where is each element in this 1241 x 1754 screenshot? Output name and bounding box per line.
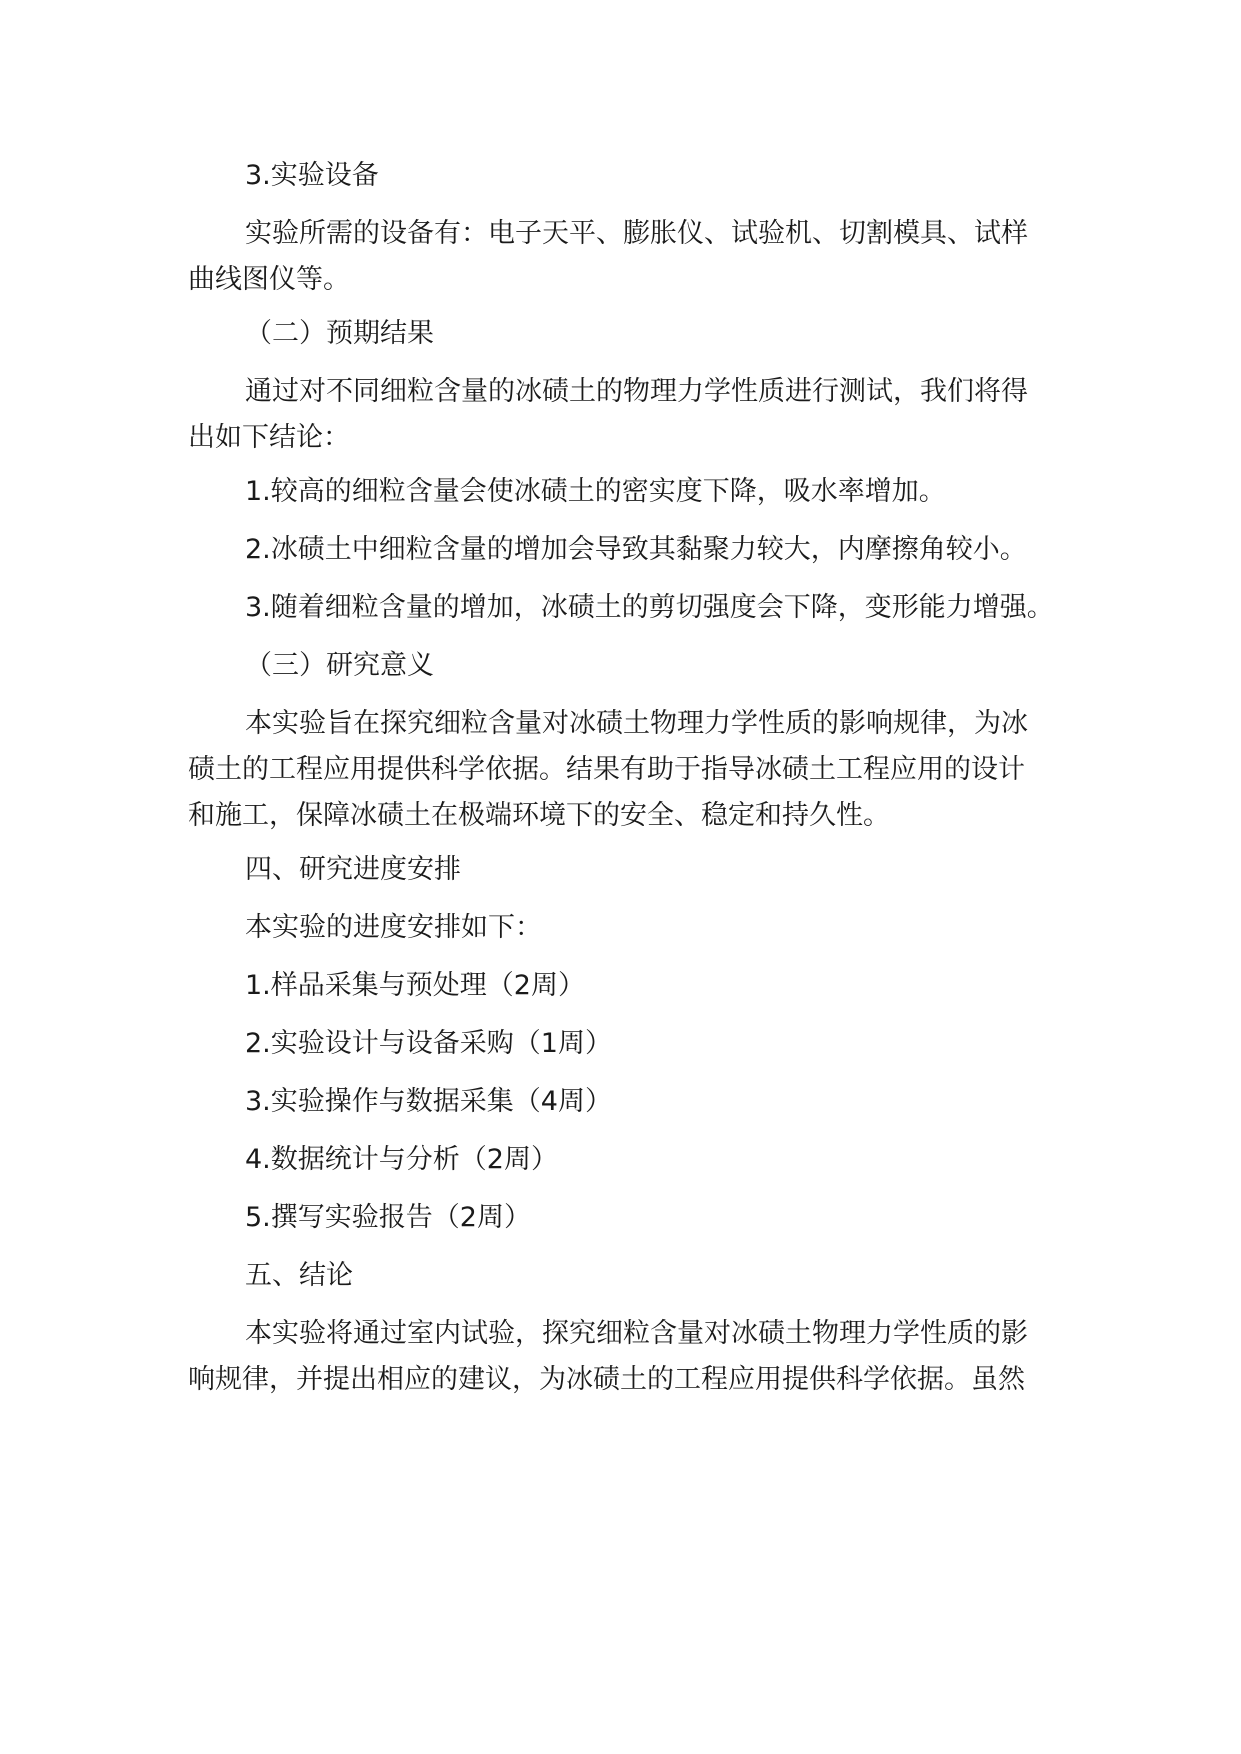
schedule-item-2: 2.实验设计与设备采购（1周） [245,1028,612,1059]
section-heading-equipment: 3.实验设备 [245,160,379,191]
paragraph-results-line-1: 通过对不同细粒含量的冰碛土的物理力学性质进行测试，我们将得 [245,376,1028,407]
paragraph-results-line-2: 出如下结论： [188,422,350,453]
result-item-1: 1.较高的细粒含量会使冰碛土的密实度下降，吸水率增加。 [245,476,946,507]
schedule-item-3: 3.实验操作与数据采集（4周） [245,1086,612,1117]
schedule-item-5: 5.撰写实验报告（2周） [245,1202,531,1233]
paragraph-schedule-intro: 本实验的进度安排如下： [245,912,542,943]
schedule-item-1: 1.样品采集与预处理（2周） [245,970,585,1001]
paragraph-significance-line-3: 和施工，保障冰碛土在极端环境下的安全、稳定和持久性。 [188,800,890,831]
section-heading-schedule: 四、研究进度安排 [245,854,461,885]
paragraph-significance-line-2: 碛土的工程应用提供科学依据。结果有助于指导冰碛土工程应用的设计 [188,754,1025,785]
schedule-item-4: 4.数据统计与分析（2周） [245,1144,558,1175]
paragraph-equipment-line-2: 曲线图仪等。 [188,264,350,295]
section-heading-conclusion: 五、结论 [245,1260,353,1291]
section-heading-significance: （三）研究意义 [245,650,434,681]
result-item-2: 2.冰碛土中细粒含量的增加会导致其黏聚力较大，内摩擦角较小。 [245,534,1027,565]
paragraph-equipment-line-1: 实验所需的设备有：电子天平、膨胀仪、试验机、切割模具、试样 [245,218,1028,249]
section-heading-expected-results: （二）预期结果 [245,318,434,349]
paragraph-conclusion-line-2: 响规律，并提出相应的建议，为冰碛土的工程应用提供科学依据。虽然 [188,1364,1025,1395]
paragraph-significance-line-1: 本实验旨在探究细粒含量对冰碛土物理力学性质的影响规律，为冰 [245,708,1028,739]
result-item-3: 3.随着细粒含量的增加，冰碛土的剪切强度会下降，变形能力增强。 [245,592,1054,623]
paragraph-conclusion-line-1: 本实验将通过室内试验，探究细粒含量对冰碛土物理力学性质的影 [245,1318,1028,1349]
